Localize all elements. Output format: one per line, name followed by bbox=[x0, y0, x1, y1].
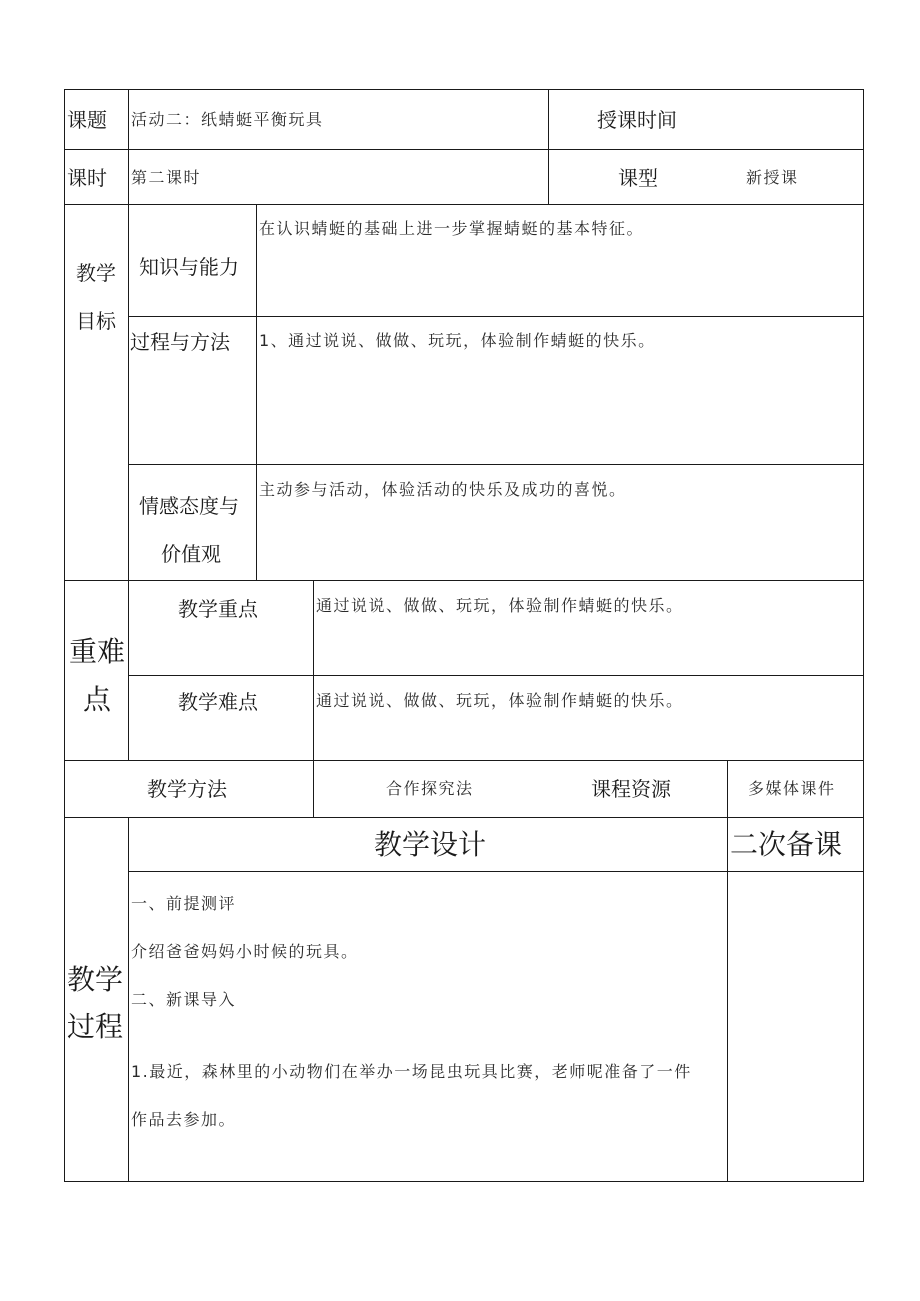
process-label-line1: 教学 bbox=[67, 963, 124, 996]
objectives-label-line2: 目标 bbox=[76, 309, 116, 333]
row-line-top bbox=[64, 89, 864, 90]
teaching-design-header: 教学设计 bbox=[374, 828, 487, 861]
process-line-5: 作品去参加。 bbox=[131, 1110, 237, 1129]
row-line-bottom bbox=[64, 1181, 864, 1182]
col-line-right bbox=[863, 89, 864, 1182]
row-line-2 bbox=[64, 204, 864, 205]
teaching-method-label: 教学方法 bbox=[147, 777, 227, 801]
course-resource-label: 课程资源 bbox=[591, 777, 671, 801]
process-line-1: 一、前提测评 bbox=[131, 894, 237, 913]
process-line-4: 1.最近，森林里的小动物们在举办一场昆虫玩具比赛，老师呢准备了一件 bbox=[131, 1062, 692, 1081]
knowledge-value: 在认识蜻蜓的基础上进一步掌握蜻蜓的基本特征。 bbox=[259, 219, 645, 238]
process-line-2: 介绍爸爸妈妈小时候的玩具。 bbox=[131, 942, 359, 961]
objectives-label-line1: 教学 bbox=[76, 261, 116, 285]
row-line-focus bbox=[128, 675, 864, 676]
emotion-label-line2: 价值观 bbox=[161, 542, 221, 566]
topic-value: 活动二：纸蜻蜓平衡玩具 bbox=[131, 110, 324, 129]
teaching-difficulty-value: 通过说说、做做、玩玩，体验制作蜻蜓的快乐。 bbox=[316, 691, 684, 710]
lesson-type-value: 新授课 bbox=[746, 168, 799, 187]
row-line-process bbox=[128, 464, 864, 465]
emotion-value: 主动参与活动，体验活动的快乐及成功的喜悦。 bbox=[259, 480, 627, 499]
process-method-label: 过程与方法 bbox=[130, 330, 230, 354]
row-line-1 bbox=[64, 149, 864, 150]
col-line-header-mid bbox=[548, 89, 549, 204]
knowledge-label: 知识与能力 bbox=[139, 255, 239, 279]
teaching-focus-label: 教学重点 bbox=[178, 597, 258, 621]
col-line-label-process bbox=[128, 817, 129, 1181]
row-line-keypoints-end bbox=[64, 760, 864, 761]
col-line-left bbox=[64, 89, 65, 1182]
period-value: 第二课时 bbox=[131, 168, 202, 187]
col-line-objectives-sub bbox=[256, 204, 257, 580]
course-resource-value: 多媒体课件 bbox=[748, 779, 836, 798]
keypoints-label-line1: 重难 bbox=[69, 635, 126, 668]
teaching-method-value: 合作探究法 bbox=[386, 779, 474, 798]
col-line-keypoints-sub bbox=[313, 580, 314, 817]
process-method-value: 1、通过说说、做做、玩玩，体验制作蜻蜓的快乐。 bbox=[259, 331, 656, 350]
process-label-line2: 过程 bbox=[67, 1010, 124, 1043]
process-line-3: 二、新课导入 bbox=[131, 990, 237, 1009]
row-line-objectives-end bbox=[64, 580, 864, 581]
row-line-knowledge bbox=[128, 316, 864, 317]
period-label: 课时 bbox=[67, 166, 107, 190]
topic-label: 课题 bbox=[67, 108, 107, 132]
row-line-methods-end bbox=[64, 817, 864, 818]
second-prep-header: 二次备课 bbox=[730, 828, 843, 861]
col-line-label bbox=[128, 89, 129, 760]
row-line-design-header bbox=[128, 871, 864, 872]
keypoints-label-line2: 点 bbox=[83, 683, 112, 716]
emotion-label-line1: 情感态度与 bbox=[139, 494, 239, 518]
teaching-focus-value: 通过说说、做做、玩玩，体验制作蜻蜓的快乐。 bbox=[316, 596, 684, 615]
col-line-methods-resource bbox=[727, 760, 728, 1181]
teaching-time-label: 授课时间 bbox=[597, 108, 677, 132]
lesson-type-label: 课型 bbox=[618, 166, 658, 190]
teaching-difficulty-label: 教学难点 bbox=[178, 690, 258, 714]
